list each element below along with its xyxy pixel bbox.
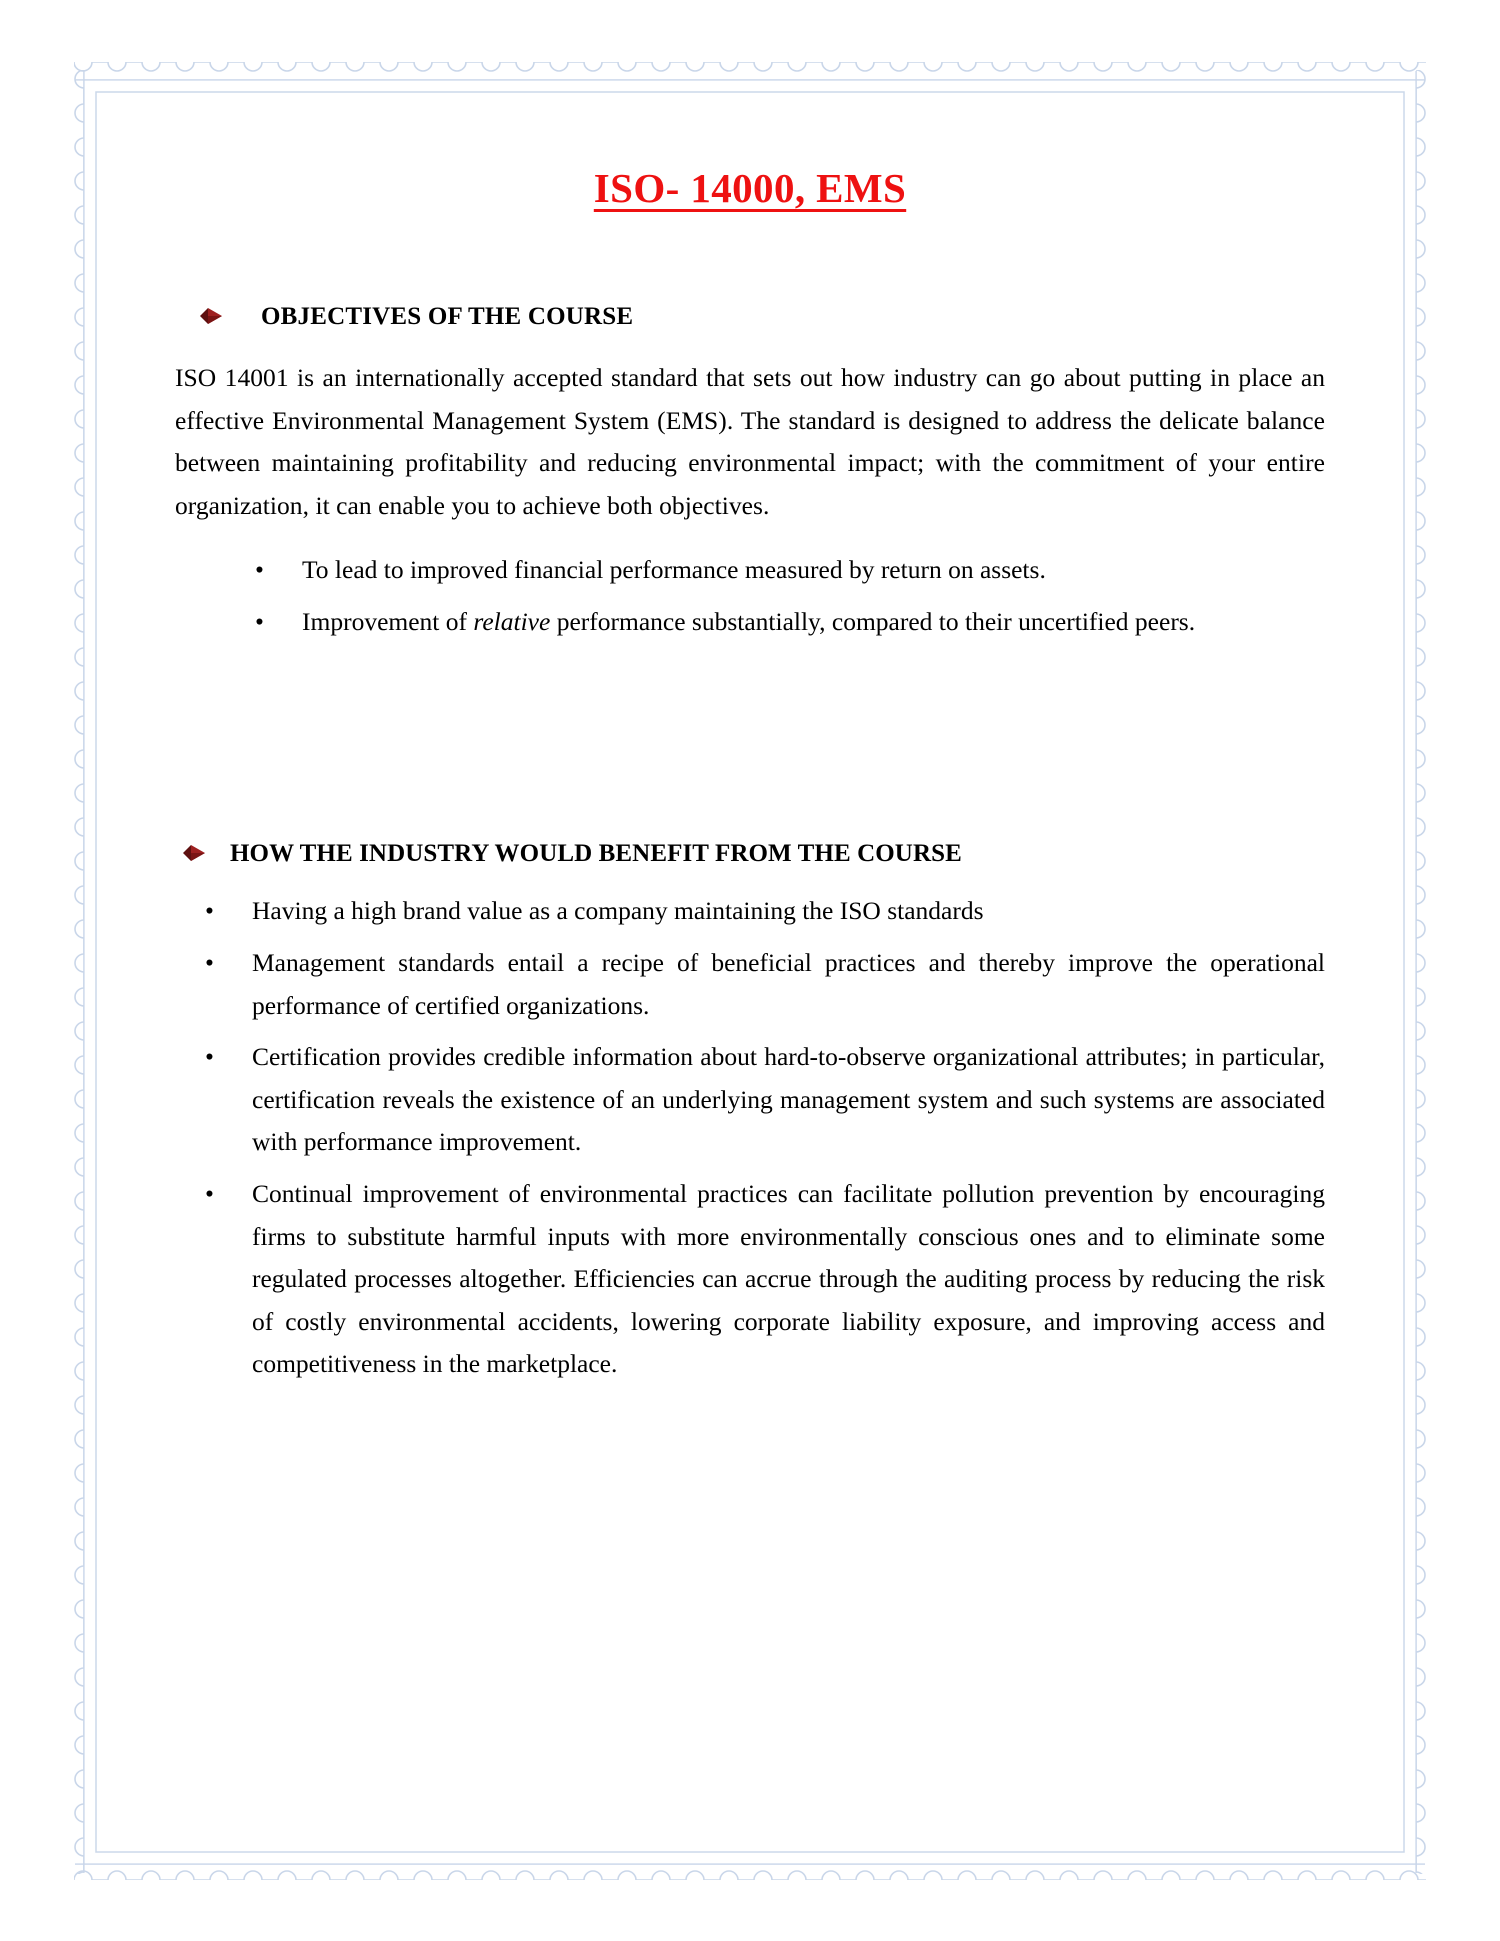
list-item-text: To lead to improved financial performance measured by return on assets. — [302, 555, 1046, 585]
bullet-dot-icon: • — [205, 948, 214, 978]
section-heading-objectives — [175, 302, 1325, 331]
page-title: ISO- 14000, EMS — [593, 165, 907, 211]
list-item — [197, 942, 1325, 1027]
list-item-text: Having a high brand value as a company maintaining the ISO standards — [252, 896, 984, 926]
bullet-dot-icon: • — [205, 1042, 214, 1072]
list-item-text — [302, 601, 1325, 644]
bullet-dot-icon: • — [255, 555, 264, 585]
bullet-dot-icon: • — [205, 1178, 214, 1208]
list-item — [247, 601, 1325, 644]
list-item-text: Certification provides credible information about hard-to-observe organizational attributes; in particular, certification reveals the existence of an underlying management system and such systems are associated with performance improvement. — [252, 1042, 1325, 1157]
section-heading-label: HOW THE INDUSTRY WOULD BENEFIT FROM THE COURSE — [230, 840, 962, 868]
objectives-bullet-list — [175, 549, 1325, 643]
document-content — [175, 96, 1325, 1386]
list-item — [247, 549, 1325, 592]
section-heading-label: OBJECTIVES OF THE COURSE — [261, 303, 634, 330]
bullet-dot-icon: • — [255, 606, 264, 636]
list-item-text: Management standards entail a recipe of beneficial practices and thereby improve the operational performance of certified organizations. — [252, 948, 1325, 1020]
list-item — [197, 1173, 1325, 1386]
industry-benefit-bullet-list — [175, 890, 1325, 1385]
objectives-paragraph: ISO 14001 is an internationally accepted standard that sets out how industry can go about putting in place an effective Environmental Management System (EMS). The standard is designed to address the delicate balance between maintaining profitability and reducing environmental impact; with the commitment of your entire organization, it can enable you to achieve both objectives. — [175, 363, 1325, 520]
list-item-text-post: performance substantially, compared to their uncertified peers. — [550, 606, 1196, 636]
arrow-bullet-icon — [198, 305, 224, 327]
list-item-text: Continual improvement of environmental practices can facilitate pollution prevention by encouraging firms to substitute harmful inputs with more environmentally conscious ones and to eliminate some regulated processes altogether. Efficiencies can accrue through the auditing process by reducing the risk of costly environmental accidents, lowering corporate liability exposure, and improving access and competitiveness in the marketplace. — [252, 1178, 1325, 1379]
list-item-text-pre: Improvement of — [302, 606, 474, 636]
bullet-dot-icon: • — [205, 896, 214, 926]
list-item — [197, 1036, 1325, 1164]
arrow-bullet-icon — [181, 842, 207, 864]
section-spacer — [175, 643, 1325, 727]
list-item-text-emphasis: relative — [473, 606, 551, 636]
section-heading-industry-benefit — [175, 839, 1325, 868]
list-item — [197, 890, 1325, 933]
